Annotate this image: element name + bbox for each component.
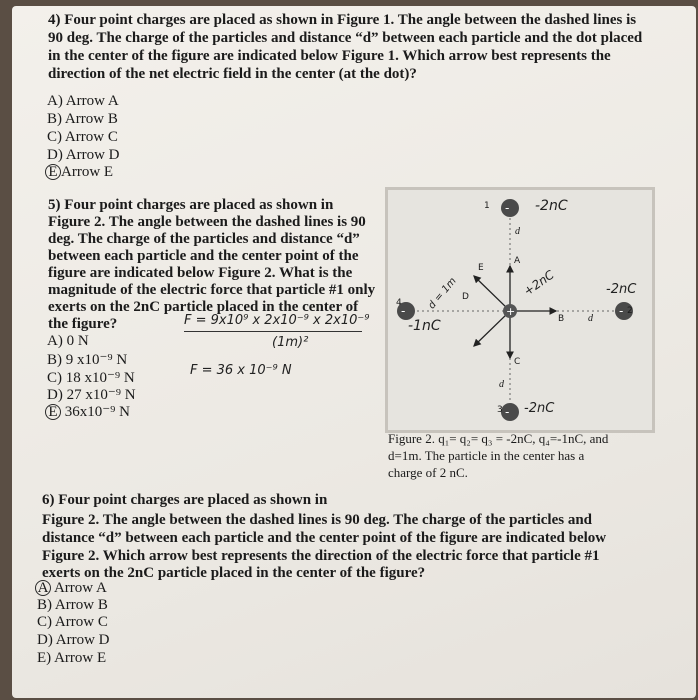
particle-3: [501, 403, 519, 421]
arrow-d: [474, 311, 510, 346]
q6-line-5: exerts on the 2nC particle placed in the center of the figure?: [42, 565, 426, 581]
figure-2-diagram: [388, 190, 652, 430]
arrow-c-label: C: [514, 357, 521, 367]
q4-option-e-label: Arrow E: [61, 164, 114, 180]
q4-option-e[interactable]: [47, 164, 113, 181]
q4-option-d[interactable]: D) Arrow D: [47, 147, 120, 163]
q6-line-3: distance “d” between each particle and the center point of the figure are indicated below: [42, 530, 607, 546]
q5-line-7: exerts on the 2nC particle placed in the center of: [48, 299, 359, 315]
q4-option-c[interactable]: C) Arrow C: [47, 129, 118, 145]
q6-selected-circle: A: [35, 580, 51, 596]
particle-2-number: 2: [627, 306, 633, 316]
arrow-e-label: E: [478, 263, 484, 273]
handwritten-q4-charge: -1nC: [408, 318, 441, 334]
q6-option-d[interactable]: D) Arrow D: [37, 632, 110, 648]
q4-line-3: in the center of the figure are indicated below Figure 1. Which arrow best represents the: [48, 48, 611, 64]
particle-1-number: 1: [484, 201, 490, 211]
q5-option-b[interactable]: B) 9 x10⁻⁹ N: [47, 352, 128, 368]
particle-1: [501, 199, 519, 217]
q6-line-1: 6) Four point charges are placed as shown in: [42, 492, 328, 508]
q4-option-a[interactable]: A) Arrow A: [47, 93, 119, 109]
q5-line-2: Figure 2. The angle between the dashed lines is 90: [48, 214, 366, 230]
q5-option-d[interactable]: D) 27 x10⁻⁹ N: [47, 387, 136, 403]
q4-line-2: 90 deg. The charge of the particles and distance “d” between each particle and the dot placed: [48, 30, 643, 46]
handwritten-distance-note: d = 1m: [426, 275, 459, 312]
figure-2-caption-line-1: Figure 2. q₁= q₂= q₃ = -2nC, q₄=-1nC, and: [388, 431, 609, 446]
arrow-e: [474, 276, 510, 311]
handwritten-result: F = 36 x 10⁻⁹ N: [190, 363, 292, 378]
particle-4-number: 4: [396, 298, 402, 308]
q5-line-3: deg. The charge of the particles and distance “d”: [48, 231, 360, 247]
q5-selected-circle: E: [45, 404, 61, 420]
q4-line-4: direction of the net electric field in the center (at the dot)?: [48, 66, 417, 82]
figure-2-caption-line-2: d=1m. The particle in the center has a: [388, 448, 585, 463]
q5-line-1: 5) Four point charges are placed as shown in: [48, 197, 334, 213]
figure-2-caption-line-3: charge of 2 nC.: [388, 465, 468, 480]
q6-line-2: Figure 2. The angle between the dashed lines is 90 deg. The charge of the particles and: [42, 512, 593, 528]
arrow-b-label: B: [558, 314, 565, 324]
q6-option-a-label: Arrow A: [53, 580, 107, 596]
q4-option-b[interactable]: B) Arrow B: [47, 111, 118, 127]
q5-option-a[interactable]: A) 0 N: [47, 333, 89, 349]
particle-3-number: 3: [497, 405, 503, 415]
q6-option-c[interactable]: C) Arrow C: [37, 614, 108, 630]
svg-text:-: -: [401, 304, 406, 318]
q5-option-e[interactable]: [47, 402, 130, 421]
arrow-d-label: D: [462, 292, 469, 302]
handwritten-formula-bottom: (1m)²: [272, 335, 309, 350]
svg-text:+: +: [506, 305, 516, 318]
q5-line-4: between each particle and the center point of the: [48, 248, 359, 264]
svg-text:-: -: [505, 405, 510, 419]
q5-line-6: magnitude of the electric force that particle #1 only: [48, 282, 376, 298]
q6-option-a[interactable]: [37, 580, 107, 597]
fraction-bar: [184, 331, 362, 332]
handwritten-q2-charge: -2nC: [606, 282, 637, 297]
q5-line-8: the figure?: [48, 316, 118, 332]
handwritten-formula-top: F = 9x10⁹ x 2x10⁻⁹ x 2x10⁻⁹: [184, 313, 370, 328]
handwritten-q3-charge: -2nC: [524, 401, 555, 416]
handwritten-center-charge: +2nC: [521, 267, 557, 299]
handwritten-q1-charge: -2nC: [535, 198, 568, 214]
q4-selected-circle: E: [45, 164, 61, 180]
distance-label-right: d: [588, 313, 593, 324]
distance-label-bottom: d: [499, 379, 504, 390]
q5-line-5: figure are indicated below Figure 2. What is the: [48, 265, 353, 281]
svg-text:-: -: [505, 201, 510, 215]
figure-2: [385, 187, 655, 433]
arrow-a-label: A: [514, 256, 521, 266]
q4-line-1: 4) Four point charges are placed as shown in Figure 1. The angle between the dashed lines is: [48, 12, 637, 28]
q5-option-c[interactable]: C) 18 x10⁻⁹ N: [47, 370, 135, 386]
distance-label-top: d: [515, 226, 520, 237]
q6-option-e[interactable]: E) Arrow E: [37, 650, 107, 666]
q5-option-e-label: 36x10⁻⁹ N: [64, 404, 130, 420]
q6-option-b[interactable]: B) Arrow B: [37, 597, 108, 613]
q6-line-4: Figure 2. Which arrow best represents the direction of the electric force that particle #1: [42, 548, 600, 564]
svg-text:-: -: [619, 304, 624, 318]
